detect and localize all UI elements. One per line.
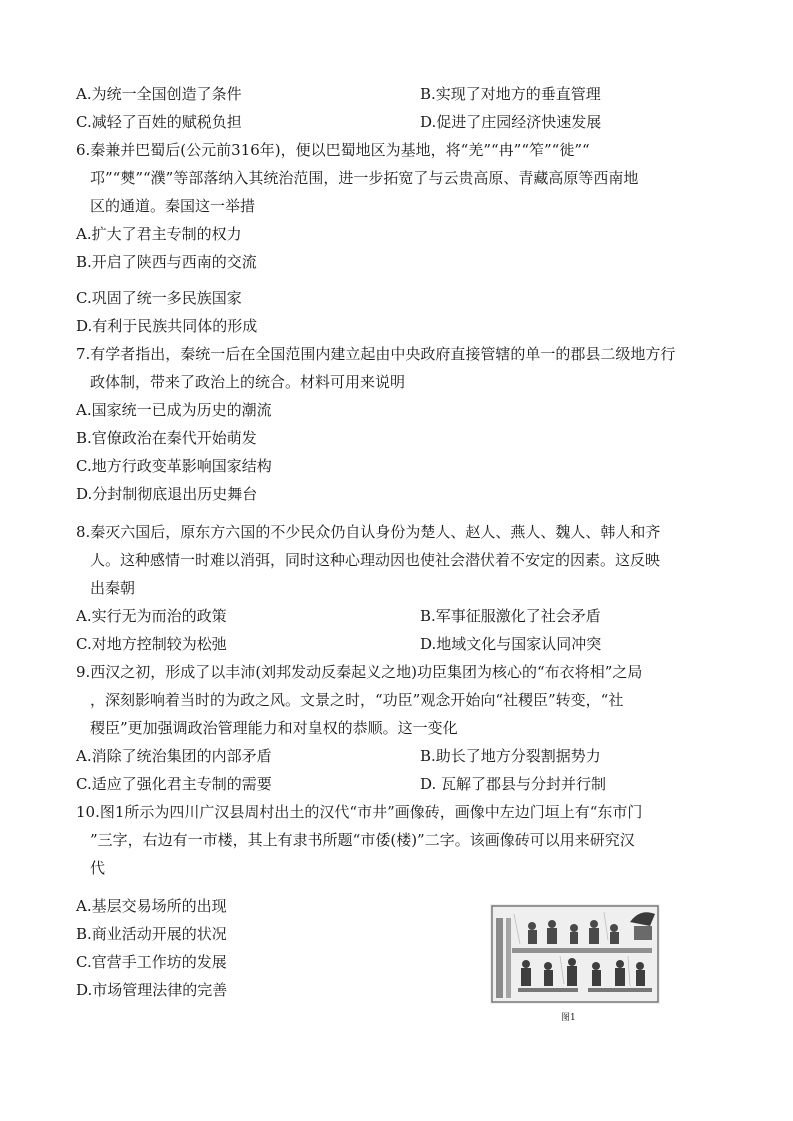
q9-stem-line-3: 稷臣”更加强调政治管理能力和对皇权的恭顺。这一变化 [90, 719, 458, 737]
q6-option-b: B.开启了陕西与西南的交流 [76, 253, 257, 271]
q5-option-d: D.促进了庄园经济快速发展 [420, 113, 602, 131]
q8-stem-line-3: 出秦朝 [90, 579, 136, 597]
q7-stem-line-1: 7.有学者指出，秦统一后在全国范围内建立起由中央政府直接管辖的单一的郡县二级地方行 [76, 345, 676, 363]
q10-stem-line-1: 10.图1所示为四川广汉县周村出土的汉代“市井”画像砖，画像中左边门垣上有“东市门 [76, 803, 643, 821]
q9-stem-line-2: ，深刻影响着当时的为政之风。文景之时，“功臣”观念开始向“社稷臣”转变，“社 [90, 691, 624, 709]
q6-option-d: D.有利于民族共同体的形成 [76, 317, 258, 335]
q10-option-c: C.官营手工作坊的发展 [76, 953, 227, 971]
q8-stem-line-2: 人。这种感情一时难以消弭，同时这种心理动因也使社会潜伏着不安定的因素。这反映 [90, 551, 661, 569]
market-brick-image [490, 904, 660, 1004]
q9-stem-line-1: 9.西汉之初，形成了以丰沛(刘邦发动反秦起义之地)功臣集团为核心的“布衣将相”之局 [76, 663, 643, 681]
q7-stem-line-2: 政体制，带来了政治上的统合。材料可用来说明 [90, 373, 406, 391]
q10-stem-line-2: ”三字，右边有一市楼，其上有隶书所题“市倭(楼)”二字。该画像砖可以用来研究汉 [90, 831, 635, 849]
q8-option-a: A.实行无为而治的政策 [76, 607, 227, 625]
q8-option-d: D.地域文化与国家认同冲突 [420, 635, 602, 653]
q10-option-d: D.市场管理法律的完善 [76, 981, 228, 999]
q6-stem-line-2: 邛”“僰”“濮”等部落纳入其统治范围，进一步拓宽了与云贵高原、青藏高原等西南地 [90, 169, 639, 187]
q5-option-a: A.为统一全国创造了条件 [76, 85, 242, 103]
q9-option-d: D. 瓦解了郡县与分封并行制 [420, 775, 607, 793]
q10-option-a: A.基层交易场所的出现 [76, 897, 227, 915]
q9-option-c: C.适应了强化君主专制的需要 [76, 775, 272, 793]
q8-option-b: B.军事征服激化了社会矛盾 [420, 607, 601, 625]
q8-option-c: C.对地方控制较为松弛 [76, 635, 227, 653]
q6-stem-line-3: 区的通道。秦国这一举措 [90, 197, 256, 215]
q6-option-a: A.扩大了君主专制的权力 [76, 225, 242, 243]
q9-option-a: A.消除了统治集团的内部矛盾 [76, 747, 272, 765]
q6-option-c: C.巩固了统一多民族国家 [76, 289, 242, 307]
q7-option-b: B.官僚政治在秦代开始萌发 [76, 429, 257, 447]
q7-option-d: D.分封制彻底退出历史舞台 [76, 485, 258, 503]
q10-stem-line-3: 代 [90, 859, 106, 877]
q5-option-c: C.减轻了百姓的赋税负担 [76, 113, 242, 131]
q7-option-c: C.地方行政变革影响国家结构 [76, 457, 272, 475]
q6-stem-line-1: 6.秦兼并巴蜀后(公元前316年)，便以巴蜀地区为基地，将“羌”“冉”“笮”“徙”“ [76, 141, 590, 159]
q8-stem-line-1: 8.秦灭六国后，原东方六国的不少民众仍自认身份为楚人、赵人、燕人、魏人、韩人和齐 [76, 523, 661, 541]
q10-option-b: B.商业活动开展的状况 [76, 925, 227, 943]
q5-option-b: B.实现了对地方的垂直管理 [420, 85, 601, 103]
q9-option-b: B.助长了地方分裂割据势力 [420, 747, 601, 765]
figure-caption: 图1 [561, 1013, 576, 1023]
q7-option-a: A.国家统一已成为历史的潮流 [76, 401, 272, 419]
